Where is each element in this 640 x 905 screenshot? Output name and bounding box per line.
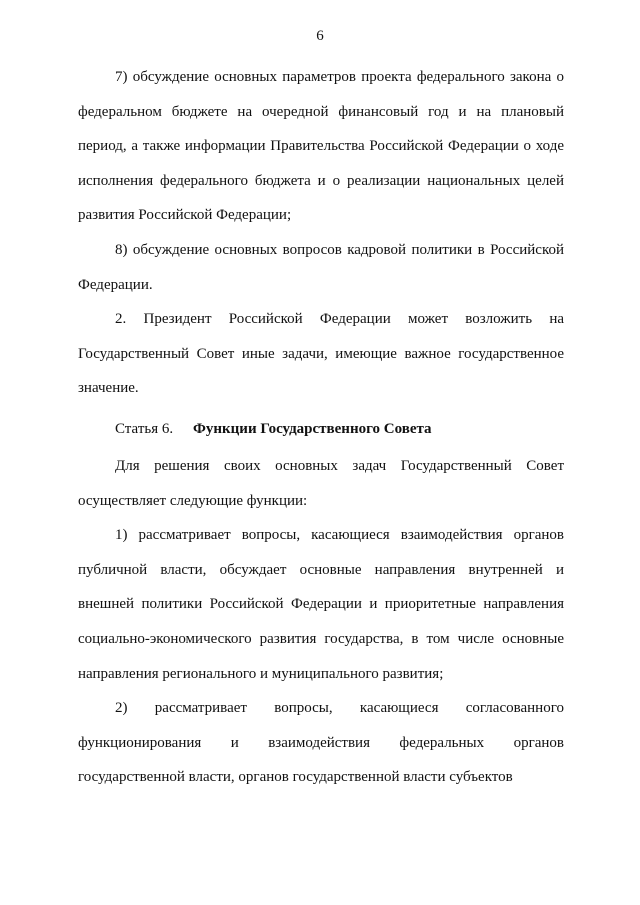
- paragraphs-after-article: [78, 449, 564, 795]
- paragraphs-before-article: [78, 60, 564, 406]
- article-heading: [115, 418, 432, 440]
- paragraph-item-7: 7) обсуждение основных параметров проекта федерального закона о федеральном бюджете на очередной финансовый год и на плановый период, а также информации Правительства Российской Федерации о ходе исполнения федерального бюджета и о реализации национальных целей развития Российской Федерации;: [78, 69, 564, 224]
- page-number: 6: [316, 28, 324, 44]
- article-label: Статья 6.: [115, 421, 174, 437]
- paragraph-part-2: 2. Президент Российской Федерации может возложить на Государственный Совет иные задачи, имеющие важное государственное значение.: [78, 311, 564, 397]
- paragraph-intro: Для решения своих основных задач Государственный Совет осуществляет следующие функции:: [78, 458, 564, 509]
- paragraph-function-2: 2) рассматривает вопросы, касающиеся согласованного функционирования и взаимодействия федеральных органов государственной власти, органов государственной власти субъектов: [78, 700, 564, 786]
- paragraph-function-1: 1) рассматривает вопросы, касающиеся взаимодействия органов публичной власти, обсуждает основные направления внутренней и внешней политики Российской Федерации и приоритетные направления социально-экономического развития государства, в том числе основные направления регионального и муниципального развития;: [78, 527, 564, 682]
- paragraph-item-8: 8) обсуждение основных вопросов кадровой политики в Российской Федерации.: [78, 241, 564, 293]
- article-title: Функции Государственного Совета: [193, 421, 432, 437]
